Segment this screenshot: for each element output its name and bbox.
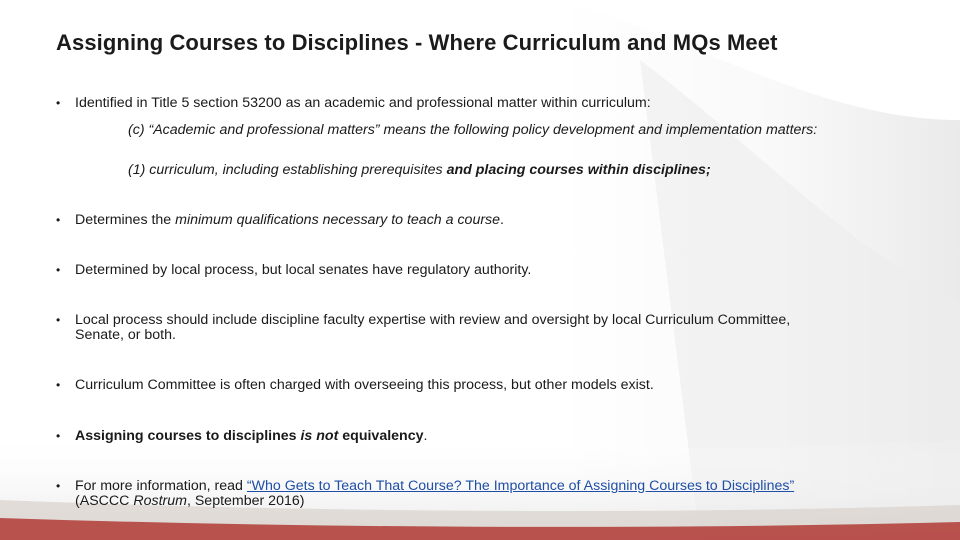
bullet-dot-icon: • [56, 313, 61, 327]
bullet-dot-icon: • [56, 213, 61, 227]
bullet-not-equivalency: • Assigning courses to disciplines is not equivalency. [56, 428, 428, 444]
bullet-curriculum-committee: • Curriculum Committee is often charged with overseeing this process, but other models exist. [56, 377, 654, 393]
sub-quote-1: (1) curriculum, including establishing prerequisites and placing courses within disciplines; [128, 162, 711, 178]
bullet-local-process: • Determined by local process, but local senates have regulatory authority. [56, 262, 532, 278]
bullet-faculty-expertise: • Local process should include discipline faculty expertise with review and oversight by local Curriculum Committee, Senate, or both. [56, 312, 791, 343]
bullet-dot-icon: • [56, 429, 61, 443]
bullet-dot-icon: • [56, 479, 61, 493]
emphasis-is-not: is not [300, 428, 339, 444]
emphasis-minimum-qualifications: minimum qualifications necessary to teach a course [175, 212, 501, 228]
bullet-text: Identified in Title 5 section 53200 as an academic and professional matter within curriculum: [75, 95, 651, 111]
bullet-title5 [56, 96, 836, 111]
emphasis-placing-courses: and placing courses within disciplines; [446, 162, 711, 178]
bullet-more-info: • For more information, read “Who Gets to Teach That Course? The Importance of Assigning Courses to Disciplines” (ASCCC Rostrum, September 2016) [56, 478, 795, 509]
bullet-dot-icon: • [56, 378, 61, 392]
bullet-determines-mqs: • Determines the minimum qualifications necessary to teach a course. [56, 212, 504, 228]
bullet-dot-icon: • [56, 96, 61, 110]
page-title: Assigning Courses to Disciplines - Where Curriculum and MQs Meet [56, 30, 778, 55]
bullet-dot-icon: • [56, 263, 61, 277]
rostrum-article-link[interactable]: “Who Gets to Teach That Course? The Importance of Assigning Courses to Disciplines” [246, 478, 795, 494]
sub-quote-c: (c) “Academic and professional matters” means the following policy development and implementation matters: [128, 122, 818, 138]
